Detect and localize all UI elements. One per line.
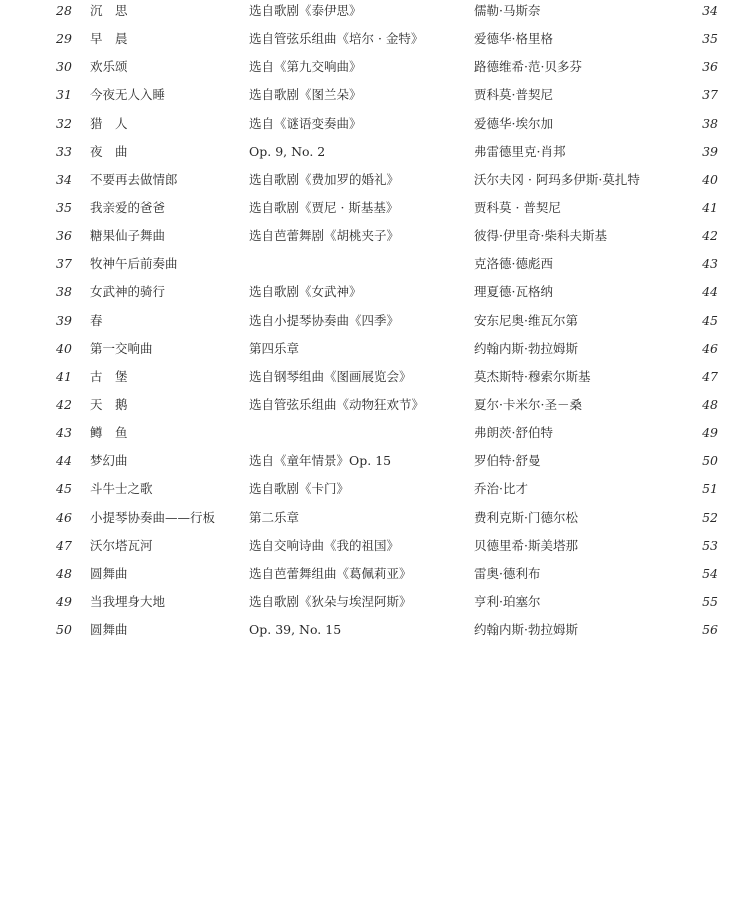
entry-number: 29	[56, 31, 72, 47]
toc-entry	[0, 591, 730, 619]
toc-entry	[0, 113, 730, 141]
toc-entry	[0, 450, 730, 478]
entry-page-number: 48	[702, 396, 718, 412]
entry-source: 第四乐章	[249, 340, 300, 356]
entry-source: 第二乐章	[249, 509, 300, 525]
entry-title: 圆舞曲	[90, 622, 128, 638]
entry-number: 28	[56, 3, 72, 18]
entry-title: 今夜无人入睡	[90, 87, 166, 103]
entry-number: 41	[56, 368, 72, 384]
toc-entry	[0, 563, 730, 591]
entry-number: 45	[56, 481, 72, 497]
entry-source: 选自《第九交响曲》	[249, 59, 362, 75]
toc-entry	[0, 338, 730, 366]
entry-title: 女武神的骑行	[90, 284, 166, 300]
toc-entry	[0, 366, 730, 394]
entry-title: 春	[90, 312, 103, 328]
entry-source: 选自管弦乐组曲《动物狂欢节》	[249, 396, 425, 412]
entry-composer: 爱德华·埃尔加	[474, 115, 553, 131]
toc-entry	[0, 56, 730, 84]
toc-entry	[0, 0, 730, 28]
toc-entry	[0, 422, 730, 450]
entry-source: Op. 39, No. 15	[249, 622, 342, 638]
entry-source: 选自歌剧《图兰朵》	[249, 87, 362, 103]
entry-title: 夜 曲	[90, 143, 128, 159]
entry-composer: 沃尔夫冈 · 阿玛多伊斯·莫扎特	[474, 171, 640, 187]
entry-title: 第一交响曲	[90, 340, 153, 356]
entry-page-number: 49	[702, 425, 718, 441]
entry-number: 47	[56, 537, 72, 553]
toc-entry	[0, 507, 730, 535]
entry-page-number: 46	[702, 340, 718, 356]
entry-source: 选自钢琴组曲《图画展览会》	[249, 368, 412, 384]
entry-composer: 安东尼奥·维瓦尔第	[474, 312, 578, 328]
entry-number: 30	[56, 59, 72, 75]
toc-entry	[0, 197, 730, 225]
entry-page-number: 43	[702, 256, 718, 272]
entry-title: 斗牛士之歌	[90, 481, 153, 497]
entry-source: 选自歌剧《卡门》	[249, 481, 350, 497]
entry-page-number: 38	[702, 115, 718, 131]
toc-entry	[0, 225, 730, 253]
entry-source: Op. 9, No. 2	[249, 143, 326, 159]
entry-source: 选自管弦乐组曲《培尔 · 金特》	[249, 31, 424, 47]
entry-title: 天 鹅	[90, 396, 128, 412]
entry-composer: 理夏德·瓦格纳	[474, 284, 553, 300]
entry-title: 当我埋身大地	[90, 593, 166, 609]
entry-title: 小提琴协奏曲——行板	[90, 509, 216, 525]
entry-source: 选自小提琴协奏曲《四季》	[249, 312, 400, 328]
entry-page-number: 54	[702, 565, 718, 581]
entry-page-number: 36	[702, 59, 718, 75]
entry-page-number: 41	[702, 199, 718, 215]
toc-entry	[0, 619, 730, 647]
entry-number: 36	[56, 228, 72, 244]
entry-number: 31	[56, 87, 72, 103]
entry-title: 糖果仙子舞曲	[90, 228, 166, 244]
entry-composer: 爱德华·格里格	[474, 31, 553, 47]
entry-title: 沃尔塔瓦河	[90, 537, 153, 553]
entry-page-number: 53	[702, 537, 718, 553]
entry-page-number: 47	[702, 368, 718, 384]
entry-title: 古 堡	[90, 368, 128, 384]
entry-number: 40	[56, 340, 72, 356]
entry-composer: 路德维希·范·贝多芬	[474, 59, 582, 75]
entry-title: 梦幻曲	[90, 453, 128, 469]
entry-number: 50	[56, 622, 72, 638]
entry-number: 38	[56, 284, 72, 300]
entry-page-number: 42	[702, 228, 718, 244]
entry-number: 44	[56, 453, 72, 469]
entry-source: 选自芭蕾舞组曲《葛佩莉亚》	[249, 565, 412, 581]
entry-page-number: 56	[702, 622, 718, 638]
entry-page-number: 45	[702, 312, 718, 328]
entry-composer: 贝德里希·斯美塔那	[474, 537, 578, 553]
entry-composer: 儒勒·马斯奈	[474, 3, 541, 18]
toc-entry	[0, 169, 730, 197]
entry-page-number: 35	[702, 31, 718, 47]
entry-composer: 贾科莫 · 普契尼	[474, 199, 561, 215]
entry-title: 猎 人	[90, 115, 128, 131]
entry-composer: 约翰内斯·勃拉姆斯	[474, 340, 578, 356]
entry-source: 选自芭蕾舞剧《胡桃夹子》	[249, 228, 400, 244]
entry-composer: 约翰内斯·勃拉姆斯	[474, 622, 578, 638]
entry-page-number: 40	[702, 171, 718, 187]
entry-page-number: 37	[702, 87, 718, 103]
entry-title: 沉 思	[90, 3, 128, 18]
entry-title: 我亲爱的爸爸	[90, 199, 166, 215]
entry-title: 牧神午后前奏曲	[90, 256, 178, 272]
entry-title: 欢乐颂	[90, 59, 128, 75]
entry-composer: 贾科莫·普契尼	[474, 87, 553, 103]
entry-page-number: 39	[702, 143, 718, 159]
entry-number: 32	[56, 115, 72, 131]
entry-number: 43	[56, 425, 72, 441]
entry-source: 选自歌剧《女武神》	[249, 284, 362, 300]
entry-page-number: 34	[702, 3, 718, 18]
entry-source: 选自歌剧《泰伊思》	[249, 3, 362, 18]
entry-title: 鳟 鱼	[90, 425, 128, 441]
entry-source: 选自《童年情景》Op. 15	[249, 453, 392, 469]
entry-number: 48	[56, 565, 72, 581]
toc-entry	[0, 28, 730, 56]
entry-composer: 费利克斯·门德尔松	[474, 509, 578, 525]
entry-page-number: 51	[702, 481, 718, 497]
entry-composer: 莫杰斯特·穆索尔斯基	[474, 368, 591, 384]
entry-composer: 彼得·伊里奇·柴科夫斯基	[474, 228, 607, 244]
entry-composer: 罗伯特·舒曼	[474, 453, 541, 469]
toc-entry	[0, 281, 730, 309]
entry-composer: 乔治·比才	[474, 481, 528, 497]
toc-entry	[0, 141, 730, 169]
entry-source: 选自歌剧《狄朵与埃涅阿斯》	[249, 593, 412, 609]
entry-composer: 克洛德·德彪西	[474, 256, 553, 272]
entry-number: 33	[56, 143, 72, 159]
entry-title: 圆舞曲	[90, 565, 128, 581]
entry-number: 35	[56, 199, 72, 215]
entry-source: 选自《谜语变奏曲》	[249, 115, 362, 131]
toc-entry	[0, 84, 730, 112]
entry-number: 37	[56, 256, 72, 272]
entry-composer: 亨利·珀塞尔	[474, 593, 541, 609]
toc-entry	[0, 310, 730, 338]
entry-page-number: 50	[702, 453, 718, 469]
entry-composer: 弗雷德里克·肖邦	[474, 143, 566, 159]
toc-entry	[0, 478, 730, 506]
entry-source: 选自歌剧《贾尼 · 斯基基》	[249, 199, 399, 215]
entry-number: 39	[56, 312, 72, 328]
entry-number: 49	[56, 593, 72, 609]
entry-composer: 雷奥·德利布	[474, 565, 541, 581]
toc-entry	[0, 535, 730, 563]
entry-composer: 弗朗茨·舒伯特	[474, 425, 553, 441]
entry-number: 34	[56, 171, 72, 187]
entry-number: 42	[56, 396, 72, 412]
entry-page-number: 55	[702, 593, 718, 609]
entry-number: 46	[56, 509, 72, 525]
entry-source: 选自歌剧《费加罗的婚礼》	[249, 171, 400, 187]
toc-entry	[0, 253, 730, 281]
entry-composer: 夏尔·卡米尔·圣－桑	[474, 396, 582, 412]
toc-entry	[0, 394, 730, 422]
entry-title: 早 晨	[90, 31, 128, 47]
entry-title: 不要再去做情郎	[90, 171, 178, 187]
entry-page-number: 44	[702, 284, 718, 300]
entry-source: 选自交响诗曲《我的祖国》	[249, 537, 400, 553]
entry-page-number: 52	[702, 509, 718, 525]
